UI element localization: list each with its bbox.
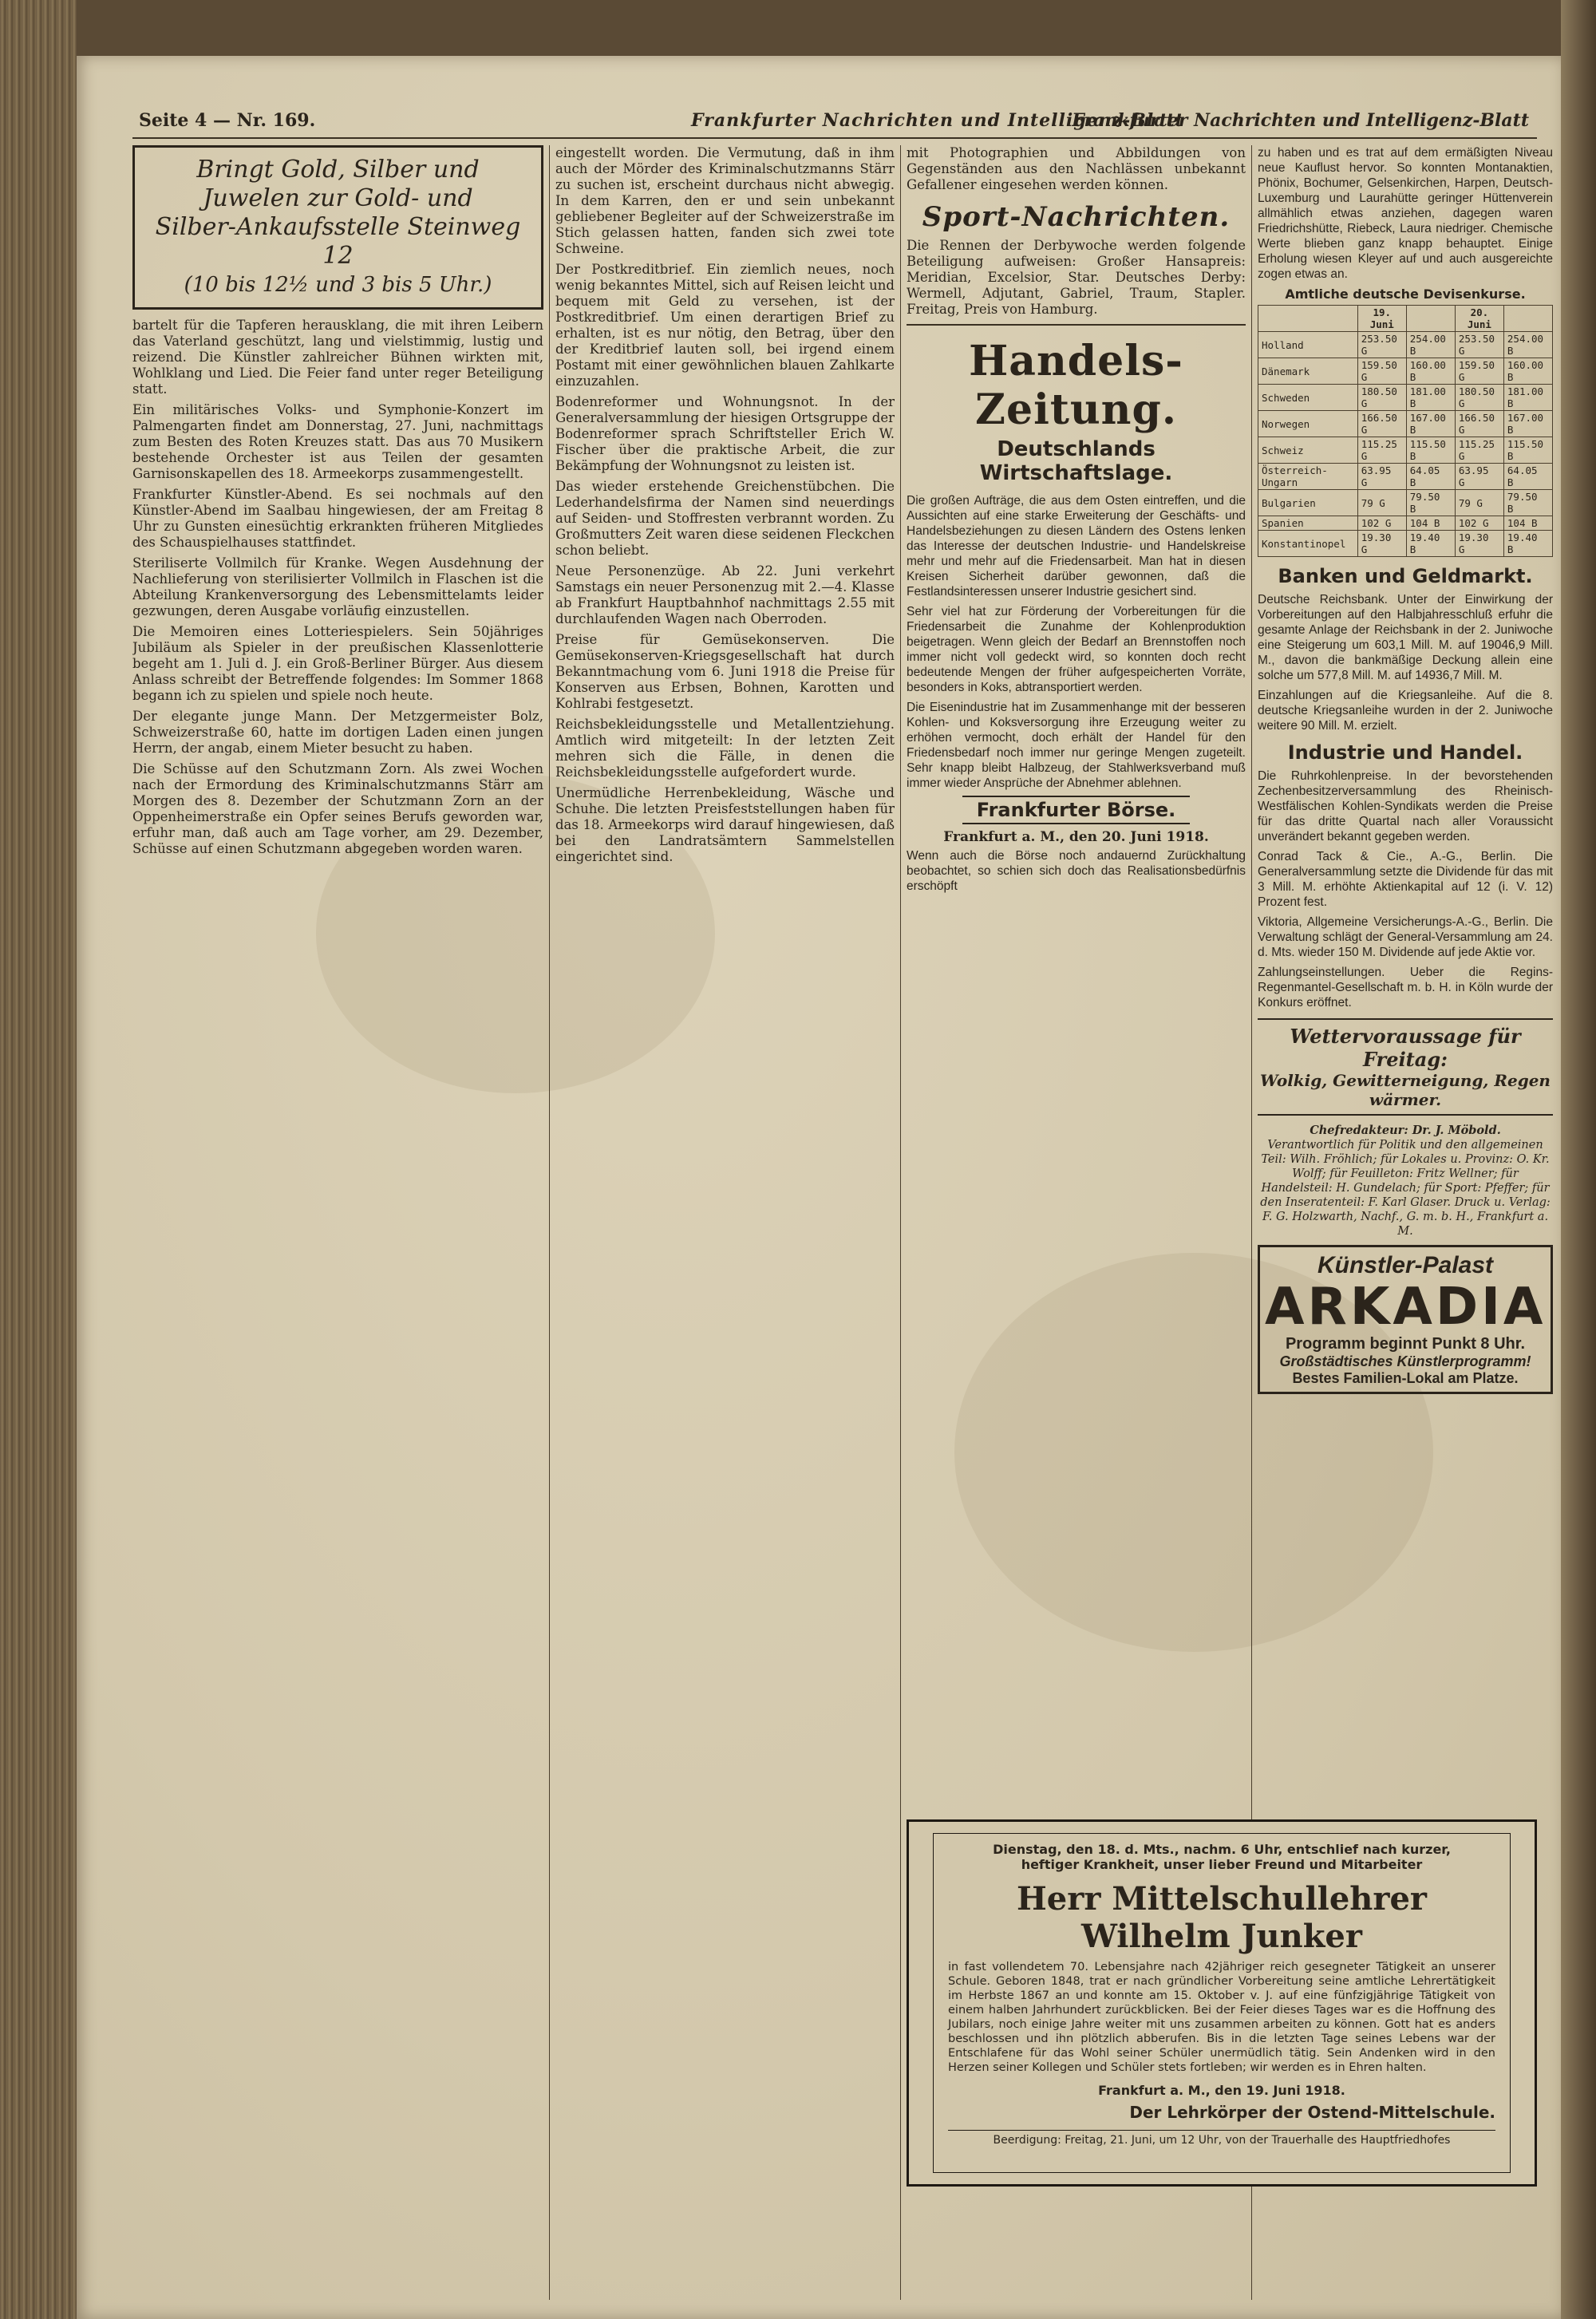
obit-place-date: Frankfurt a. M., den 19. Juni 1918. (1098, 2083, 1345, 2098)
wetter-value: Wolkig, Gewitterneigung, Regen wärmer. (1260, 1071, 1551, 1109)
kurs-cell: Spanien (1258, 516, 1358, 531)
column-1 (132, 145, 543, 2300)
article-eisen: Die Eisenindustrie hat im Zusammenhange mit der besseren Kohlen- und Koksversorgung ihre Erzeugung weiter zu erhöhen vermocht, doch erhält der Handel für den Friedensbedarf noch immer nur geringe Mengen zugeteilt. Sehr knapp bleibt Halbzeug, der Stahlwerksverband muß immer wieder Ansprüche der Abnehmer ablehnen. (907, 701, 1246, 790)
article-lotterie: Die Memoiren eines Lotteriespielers. Sein 50jähriges Jubiläum als Spieler in der preußischen Klassenlotterie begeht am 1. Juli d. J. ein Groß-Berliner Bürger. Aus diesem Anlass schreibt der Betreffende folgendes: Im Sommer 1868 begann ich zu spielen und spiele noch heute. (132, 624, 543, 703)
kurs-header-cell (1503, 306, 1552, 332)
imprint (1258, 1124, 1553, 1239)
masthead (132, 105, 1537, 139)
table-row (1258, 358, 1553, 385)
kurs-cell: 159.50 G (1455, 358, 1503, 385)
obit-line-2: heftiger Krankheit, unser lieber Freund und Mitarbeiter (1021, 1857, 1423, 1872)
arkadia-ad (1258, 1245, 1553, 1394)
kurs-cell: 167.00 B (1503, 411, 1552, 437)
article-text: mit Photographien und Abbildungen von Gegenständen aus den Nachlässen unbekannt Gefallener eingesehen werden können. (907, 145, 1246, 192)
obit-line-1: Dienstag, den 18. d. Mts., nachm. 6 Uhr, entschlief nach kurzer, (993, 1842, 1451, 1857)
boerse-date: Frankfurt a. M., den 20. Juni 1918. (943, 829, 1209, 845)
article-ruhrkohlen: Die Ruhrkohlenpreise. In der bevorstehenden Zechenbesitzerversammlung des Rheinisch-Westfälischen Kohlen-Syndikats werden die Preise für das dritte Quartal nach aller Voraussicht unverändert bekannt gegeben werden. (1258, 769, 1553, 843)
devisenkurse-heading: Amtliche deutsche Devisenkurse. (1285, 286, 1526, 302)
article-junge-mann: Der elegante junge Mann. Der Metzgermeister Bolz, Schweizerstraße 60, hatte im dortigen Laden einen jungen Herrn, der angab, einem Mieter besucht zu haben. (132, 709, 543, 756)
article-zahlungseinstellungen: Zahlungseinstellungen. Ueber die Regins-Regenmantel-Gesellschaft m. b. H. in Köln wurde der Konkurs eröffnet. (1258, 966, 1553, 1009)
kurs-cell: 160.00 B (1406, 358, 1455, 385)
kurs-cell: 19.40 B (1406, 531, 1455, 557)
article-viktoria: Viktoria, Allgemeine Versicherungs-A.-G., Berlin. Die Verwaltung schlägt der General-Versammlung am 24. d. Mts. wieder 150 M. Dividende auf jede Aktie vor. (1258, 915, 1553, 959)
obit-name: Herr Mittelschullehrer Wilhelm Junker (1017, 1880, 1427, 1955)
table-row (1258, 490, 1553, 516)
arkadia-line-3: Bestes Familien-Lokal am Platze. (1292, 1370, 1519, 1386)
article-conrad-tack: Conrad Tack & Cie., A.-G., Berlin. Die Generalversammlung setzte die Dividende für das mit 3 Mill. M. erhöhte Aktienkapital auf 12 (i. V. 12) Prozent fest. (1258, 850, 1553, 909)
kurs-cell: Dänemark (1258, 358, 1358, 385)
kurs-cell: 253.50 G (1357, 332, 1406, 358)
boerse-section (907, 796, 1246, 845)
article-herrenbekleidung: Unermüdliche Herrenbekleidung, Wäsche und Schuhe. Die letzten Preisfeststellungen haben für das 18. Armeekorps wird darauf hingewiesen, daß bei den Landratsämtern Sammelstellen eingerichtet sind. (555, 785, 895, 864)
kurs-cell: 166.50 G (1455, 411, 1503, 437)
devisenkurse-table (1258, 305, 1553, 557)
sport-heading: Sport-Nachrichten. (922, 201, 1231, 233)
kurs-cell: 19.30 G (1455, 531, 1503, 557)
kurs-cell: Österreich-Ungarn (1258, 464, 1358, 490)
newspaper-page (77, 56, 1561, 2319)
kurs-cell: 104 B (1503, 516, 1552, 531)
wetter-box (1258, 1018, 1553, 1116)
kurs-cell: 64.05 B (1503, 464, 1552, 490)
obituary-notice (907, 1819, 1537, 2187)
kurs-cell: 181.00 B (1503, 385, 1552, 411)
obit-text: in fast vollendetem 70. Lebensjahre nach 42jähriger reich gesegneter Tätigkeit an unserer Schule. Geboren 1848, trat er nach gründlicher Vorbereitung seine amtliche Lehrertätigkeit im Herbste 1867 an und konnte am 15. Oktober v. J. auf eine fünfzigjährige Tätigkeit von einem halben Jahrhundert zurückblicken. Bei der Feier dieses Tages war es die Hoffnung des Jubilars, noch einige Jahre weiter mit uns zusammen arbeiten zu können. Gott hat es anders beschlossen und ihn plötzlich abberufen. Bis in die letzten Tage seines Lebens war der Entschlafene für das Wohl seiner Schüler unermüdlich tätig. Sein Andenken wird in den Herzen seiner Kollegen und Schüler stets fortleben; wir werden es in Ehren halten. (948, 1961, 1495, 2074)
kurs-cell: 159.50 G (1357, 358, 1406, 385)
kurs-cell: 254.00 B (1503, 332, 1552, 358)
kurs-cell: 102 G (1455, 516, 1503, 531)
boerse-heading: Frankfurter Börse. (962, 796, 1191, 824)
obit-signature: Der Lehrkörper der Ostend-Mittelschule. (1129, 2103, 1495, 2122)
arkadia-line-2: Großstädtisches Künstlerprogramm! (1279, 1353, 1531, 1369)
kurs-cell: 79.50 B (1406, 490, 1455, 516)
ad-line-1: Bringt Gold, Silber und (196, 156, 480, 184)
kurs-cell: Holland (1258, 332, 1358, 358)
article-schutzmann-zorn: Die Schüsse auf den Schutzmann Zorn. Als zwei Wochen nach der Ermordung des Kriminalschutzmanns Stärr am Morgen des 8. Dezember der Schutzmann Zorn an der Oppenheimerstraße ein Opfer seines Berufs geworden war, erfuhr man, daß auch am Tage vorher, am 29. Dezember, Schüsse auf einen Schutzmann abgegeben worden waren. (132, 761, 543, 856)
article-kuenstler-abend: Frankfurter Künstler-Abend. Es sei nochmals auf den Künstler-Abend im Saalbau hingewiesen, der am Freitag 8 Uhr zu Gunsten einesüchtig erkrankten früheren Mitgliedes des Schauspielhauses stattfindet. (132, 487, 543, 550)
imprint-chief: Chefredakteur: Dr. J. Möbold. (1310, 1124, 1501, 1137)
arkadia-line-1: Programm beginnt Punkt 8 Uhr. (1285, 1335, 1526, 1353)
arkadia-kp: Künstler-Palast (1317, 1252, 1494, 1278)
article-wirtschaftslage: Die großen Aufträge, die aus dem Osten eintreffen, und die Aussichten auf eine starke Erweiterung der Geschäfts- und Handelsbeziehungen zu diesen Ländern des Ostens lenken das Interesse der deutschen Industrie- und Handelskreise mehr und mehr auf die Friedensarbeit. Man hat in diesen Kreisen Sicherheit darüber gewonnen, daß die Festlandsinteressen unserer Industrie gesichert sind. (907, 494, 1246, 599)
kurs-header-cell (1406, 306, 1455, 332)
article-sport: Die Rennen der Derbywoche werden folgende Beteiligung aufweisen: Großer Hansapreis: Meridian, Excelsior, Star. Deutsches Derby: Wermell, Adjutant, Gabriel, Traum, Stapler. Freitag, Preis von Hamburg. (907, 238, 1246, 317)
table-row (1258, 411, 1553, 437)
article-kriegsanleihe: Einzahlungen auf die Kriegsanleihe. Auf die 8. deutsche Kriegsanleihe wurden in der 2. Juniwoche weitere 90 Mill. M. erzielt. (1258, 689, 1553, 733)
imprint-text: Verantwortlich für Politik und den allgemeinen Teil: Wilh. Fröhlich; für Lokales u. Provinz: O. Kr. Wolff; für Feuilleton: Fritz Wellner; für Handelsteil: H. Gundelach; für Sport: Pfeffer; für den Inseratenteil: F. Karl Glaser. Druck u. Verlag: F. G. Holzwarth, Nachf., G. m. b. H., Frankfurt a. M. (1260, 1139, 1551, 1238)
article-kohle: Sehr viel hat zur Förderung der Vorbereitungen für die Friedensarbeit die Zunahme der Kohlenproduktion beigetragen. Wenn gleich der Bedarf an Brennstoffen noch immer nicht voll gedeckt wird, so konnten doch recht bedeutende Mengen der früher aufgespeicherten Vorräte, besonders in Koks, abtransportiert werden. (907, 605, 1246, 694)
article-greichenstuebchen: Das wieder erstehende Greichenstübchen. Die Lederhandelsfirma der Namen sind neuerdings auf Seiden- und Stoffresten verbrannt worden. Zu Großmutters Zeit waren diese seidenen Fleckchen schon beliebt. (555, 479, 895, 558)
table-row (1258, 332, 1553, 358)
kurs-cell: 180.50 G (1455, 385, 1503, 411)
ad-line-4: (10 bis 12½ und 3 bis 5 Uhr.) (184, 273, 492, 297)
wirtschaftslage-heading: Deutschlands Wirtschaftslage. (979, 437, 1173, 485)
wetter-heading: Wettervoraussage für Freitag: (1290, 1025, 1521, 1071)
gold-ankauf-ad (132, 145, 543, 310)
kurs-header-cell (1258, 306, 1358, 332)
article-postkreditbrief: Der Postkreditbrief. Ein ziemlich neues, noch wenig bekanntes Mittel, sich auf Reisen leicht und bequem mit Geld zu versehen, ist der Postkreditbrief. Um einen derartigen Brief zu erhalten, ist es nur nötig, den Betrag, über den der Kreditbrief lauten soll, bei irgend einem Postamt mit einer gewöhnlichen blauen Zahlkarte einzuzahlen. (555, 262, 895, 389)
column-2 (555, 145, 895, 2300)
kurs-cell: Bulgarien (1258, 490, 1358, 516)
article-reichsbank: Deutsche Reichsbank. Unter der Einwirkung der Vorbereitungen auf den Halbjahresschluß erfuhr die gesamte Anlage der Reichsbank in der 2. Juniwoche eine Steigerung um 603,1 Mill. M. auf 19046,9 Mill. M., davon die bankmäßige Deckung allein eine solche um 577,8 Mill. M. auf 14936,7 Mill. M. (1258, 593, 1553, 682)
article-text: bartelt für die Tapferen herausklang, die mit ihren Leibern das Vaterland geschützt, lang und vielstimmig, lustig und reizend. Die Künstler zahlreicher Bühnen wirkten mit, Wohlklang und Lied. Die Feier fand unter reger Beteiligung statt. (132, 318, 543, 397)
article-gemuesekonserven: Preise für Gemüsekonserven. Die Gemüsekonserven-Kriegsgesellschaft hat durch Bekanntmachung vom 6. Juni 1918 die Preise für Konserven aus Erbsen, Bohnen, Karotten und Kohlrabi festgesetzt. (555, 632, 895, 711)
table-row (1258, 385, 1553, 411)
kurs-cell: Schweiz (1258, 437, 1358, 464)
kurs-cell: 160.00 B (1503, 358, 1552, 385)
article-reichsbekleidung: Reichsbekleidungsstelle und Metallentziehung. Amtlich wird mitgeteilt: In der letzten Zeit mehren sich die Fälle, in denen die Reichsbekleidungsstelle aufgefordert wurde. (555, 717, 895, 780)
kurs-header-cell: 20. Juni (1455, 306, 1503, 332)
handels-zeitung-heading: Handels-Zeitung. (969, 337, 1183, 434)
kurs-header-cell: 19. Juni (1357, 306, 1406, 332)
page-right-edge (1561, 0, 1596, 2319)
kurs-cell: 181.00 B (1406, 385, 1455, 411)
kurs-cell: 63.95 G (1357, 464, 1406, 490)
kurs-cell: 115.50 B (1406, 437, 1455, 464)
kurs-cell: 79.50 B (1503, 490, 1552, 516)
article-bodenreformer: Bodenreformer und Wohnungsnot. In der Generalversammlung der hiesigen Ortsgruppe der Bodenreformer sprach Schriftsteller Erich W. Fischer über die praktische Arbeit, die zur Bekämpfung der Wohnungsnot zu leisten ist. (555, 394, 895, 473)
newspaper-title: Frankfurter Nachrichten und Intelligenz-Blatt (691, 110, 1184, 131)
kurs-cell: 79 G (1455, 490, 1503, 516)
kurs-cell: 19.30 G (1357, 531, 1406, 557)
book-binding-edge (0, 0, 77, 2319)
kurs-cell: 253.50 G (1455, 332, 1503, 358)
kurs-cell: 79 G (1357, 490, 1406, 516)
kurs-cell: 64.05 B (1406, 464, 1455, 490)
banken-heading: Banken und Geldmarkt. (1278, 565, 1533, 587)
arkadia-name: ARKADIA (1265, 1278, 1547, 1337)
obit-burial: Beerdigung: Freitag, 21. Juni, um 12 Uhr, von der Trauerhalle des Hauptfriedhofes (948, 2130, 1495, 2147)
kurs-cell: 19.40 B (1503, 531, 1552, 557)
article-boerse-cont: zu haben und es trat auf dem ermäßigten Niveau neue Kauflust hervor. So konnten Montanaktien, Phönix, Bochumer, Gelsenkirchen, Harpen, Deutsch-Luxemburg und Laurahütte geringer Hüttenverein allmählich etwas anziehen, dagegen waren Friedrichshütte, Riebeck, Laura niedriger. Chemische Werte blieben ganz knapp behauptet. Einige Erholung wiesen Kleyer auf und auch ausgereichte zogen etwas an. (1258, 146, 1553, 281)
kurs-cell: 63.95 G (1455, 464, 1503, 490)
kurs-cell: 180.50 G (1357, 385, 1406, 411)
kurs-cell: Norwegen (1258, 411, 1358, 437)
kurs-cell: 115.25 G (1455, 437, 1503, 464)
kurs-cell: Schweden (1258, 385, 1358, 411)
kurs-cell: 167.00 B (1406, 411, 1455, 437)
kurs-cell: 166.50 G (1357, 411, 1406, 437)
article-vollmilch: Steriliserte Vollmilch für Kranke. Wegen Ausdehnung der Nachlieferung von sterilisierter Vollmilch in Flaschen ist die Abteilung Krankenversorgung des Lebensmittelamts leider gezwungen, deren Ausgabe vorläufig einzustellen. (132, 555, 543, 618)
page-number: Seite 4 — Nr. 169. (139, 110, 316, 131)
article-konzert: Ein militärisches Volks- und Symphonie-Konzert im Palmengarten findet am Donnerstag, 27. Juni, nachmittags zum Besten des Roten Kreuzes statt. Das aus 70 Musikern bestehende Orchester ist aus Teilen der gesamten Garnisonskapellen des 18. Armeekorps zusammengestellt. (132, 402, 543, 481)
article-boerse: Wenn auch die Börse noch andauernd Zurückhaltung beobachtet, so schien sich doch das Realisationsbedürfnis erschöpft (907, 849, 1246, 893)
table-row (1258, 531, 1553, 557)
kurs-cell: 102 G (1357, 516, 1406, 531)
newspaper-title-right: Frankfurter Nachrichten und Intelligenz-Blatt (1072, 110, 1529, 131)
ad-line-3: Silber-Ankaufsstelle Steinweg 12 (155, 213, 521, 270)
article-personenzuege: Neue Personenzüge. Ab 22. Juni verkehrt Samstags ein neuer Personenzug mit 2.—4. Klasse ab Frankfurt Hauptbahnhof nachmittags 2.55 mit durchlaufenden Wagen nach Oberroden. (555, 563, 895, 626)
table-row (1258, 437, 1553, 464)
column-3 (907, 145, 1246, 1813)
article-text: eingestellt worden. Die Vermutung, daß in ihm auch der Mörder des Kriminalschutzmanns Stärr zu suchen ist, erscheint durchaus nicht abwegig. In dem Karren, den er und sein unbekannt gebliebener Begleiter auf der Schweizerstraße im Stich gelassen hatten, fanden sich zwei tote Schweine. (555, 145, 895, 256)
kurs-cell: 115.25 G (1357, 437, 1406, 464)
table-row (1258, 464, 1553, 490)
table-row (1258, 516, 1553, 531)
kurs-cell: 254.00 B (1406, 332, 1455, 358)
kurs-cell: 115.50 B (1503, 437, 1552, 464)
industrie-heading: Industrie und Handel. (1287, 741, 1523, 764)
kurs-cell: 104 B (1406, 516, 1455, 531)
kurs-cell: Konstantinopel (1258, 531, 1358, 557)
ad-line-2: Juwelen zur Gold- und (203, 184, 473, 212)
